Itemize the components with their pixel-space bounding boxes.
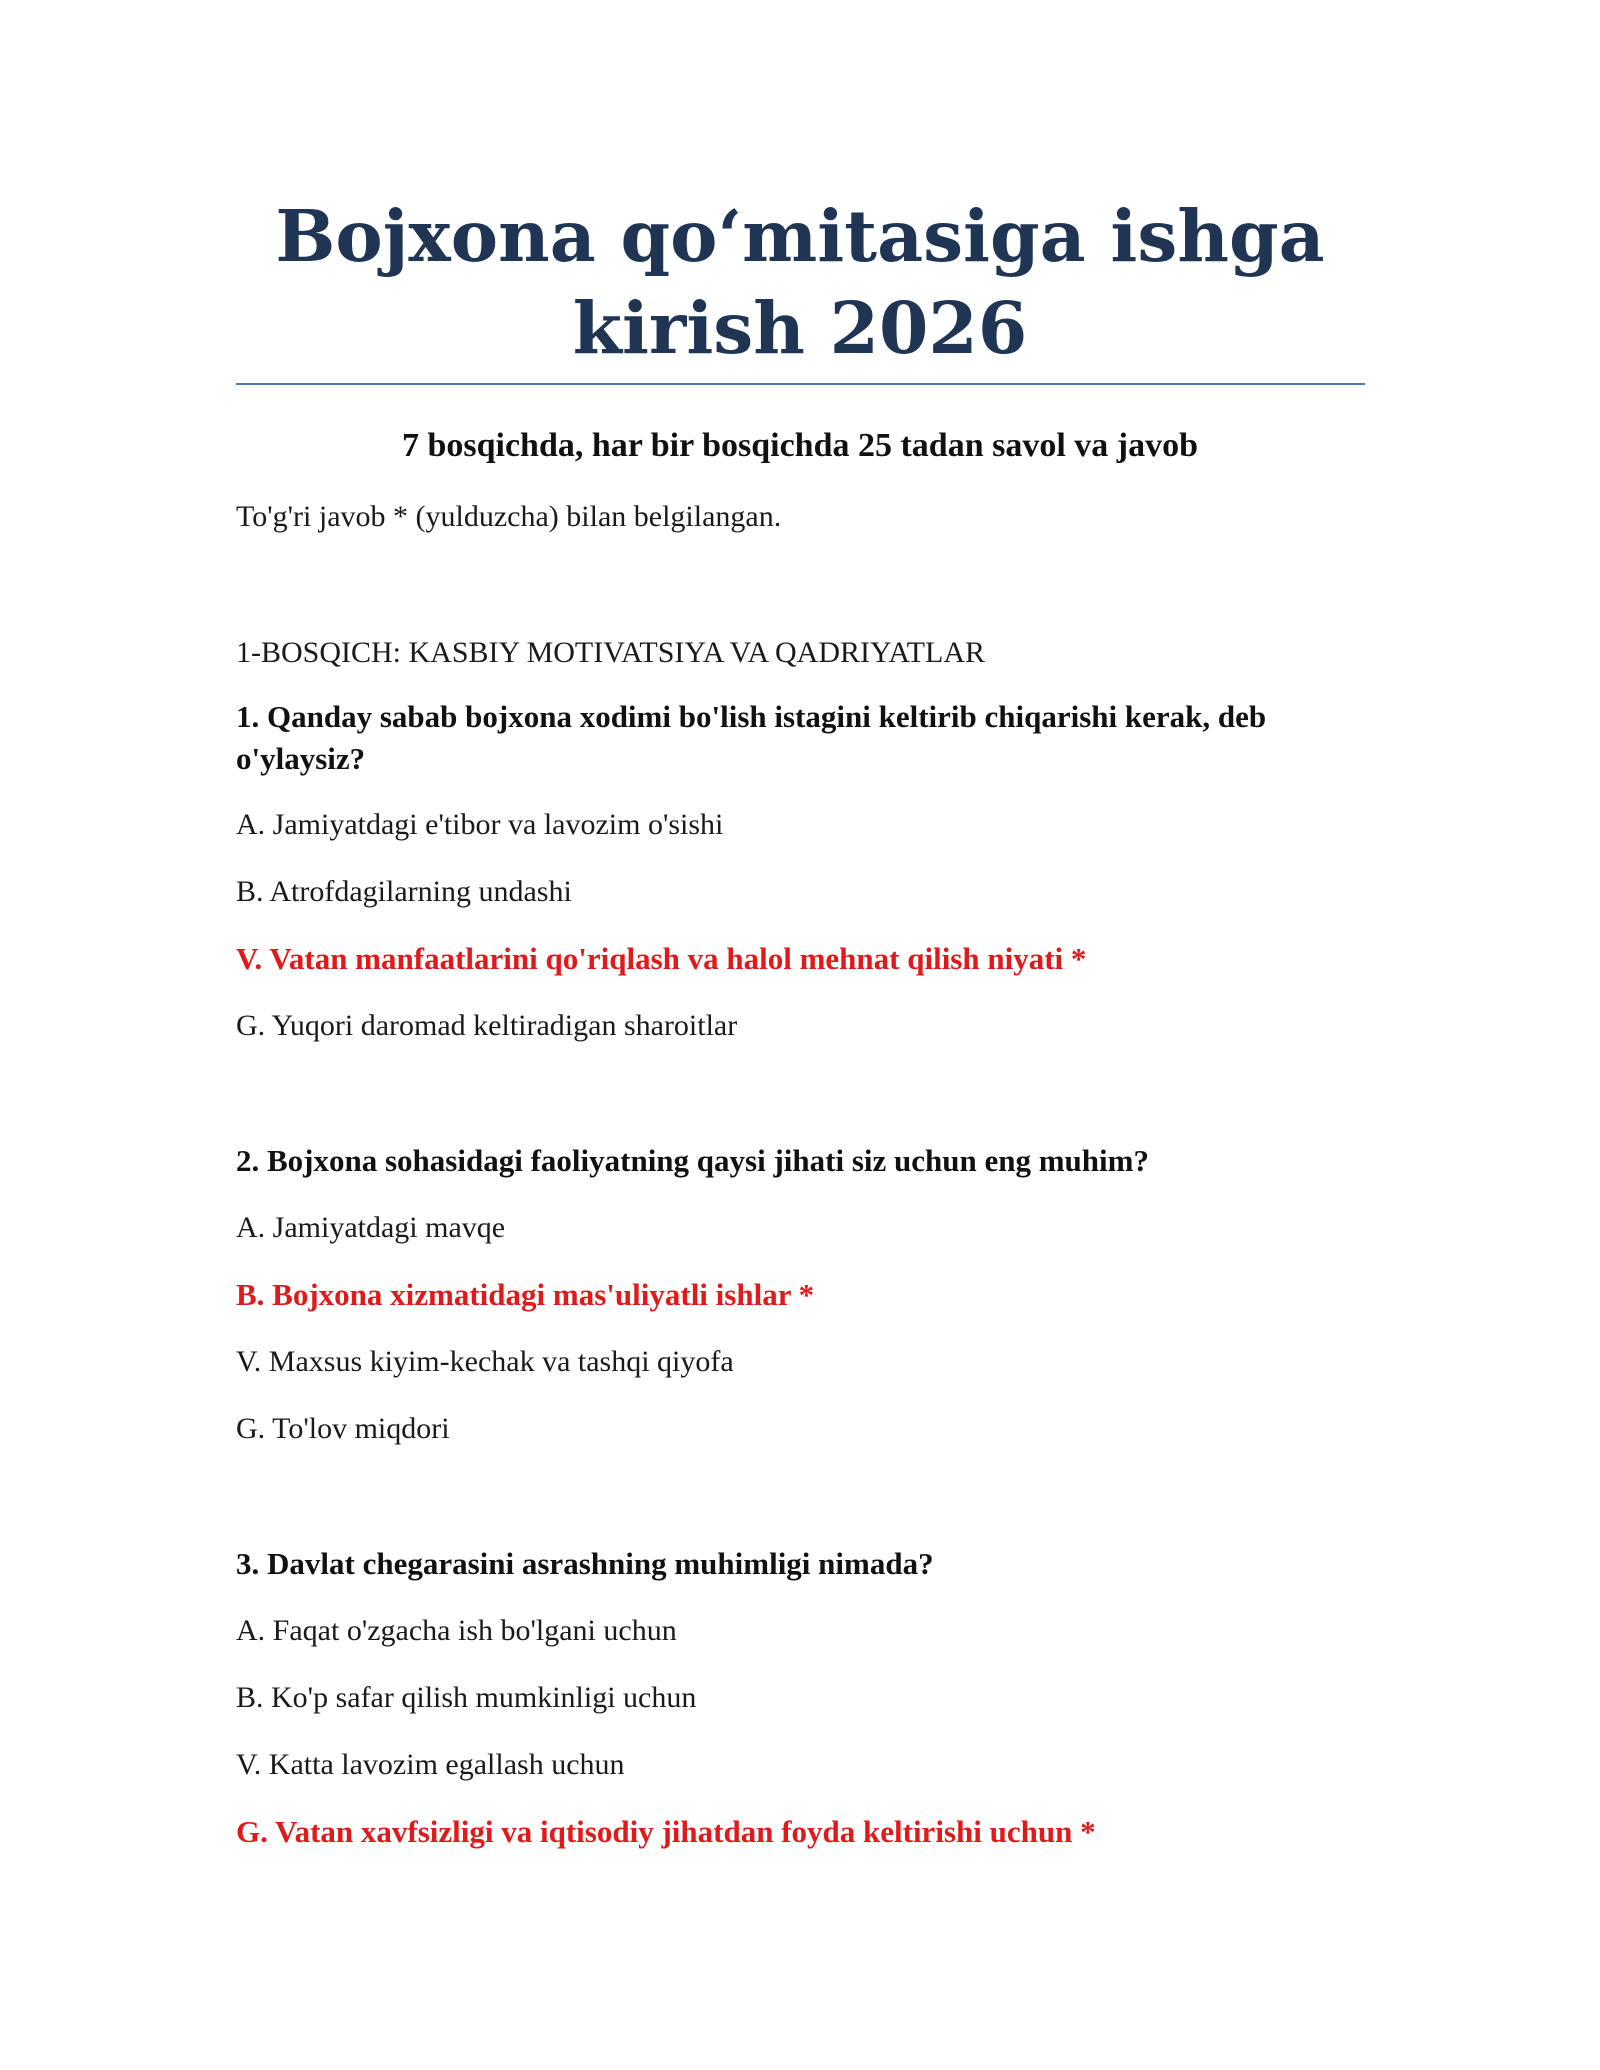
question-1-option-g: G. Yuqori daromad keltiradigan sharoitlar xyxy=(236,1009,738,1042)
question-2-option-a: A. Jamiyatdagi mavqe xyxy=(236,1211,506,1244)
document-subtitle: 7 bosqichda, har bir bosqichda 25 tadan savol va javob xyxy=(401,427,1199,464)
question-3-option-v: V. Katta lavozim egallash uchun xyxy=(236,1748,625,1781)
question-3-option-g: G. Vatan xavfsizligi va iqtisodiy jihatdan foyda keltirishi uchun * xyxy=(236,1814,1096,1849)
question-1-option-a: A. Jamiyatdagi e'tibor va lavozim o'sishi xyxy=(236,808,724,841)
title-divider xyxy=(236,383,1365,385)
question-2-option-g: G. To'lov miqdori xyxy=(236,1412,450,1445)
question-3: 3. Davlat chegarasini asrashning muhimligi nimada? xyxy=(236,1546,934,1581)
question-2-option-v: V. Maxsus kiyim-kechak va tashqi qiyofa xyxy=(236,1345,734,1378)
section-heading: 1-BOSQICH: KASBIY MOTIVATSIYA VA QADRIYATLAR xyxy=(236,636,985,669)
answer-key-note: To'g'ri javob * (yulduzcha) bilan belgilangan. xyxy=(236,500,782,533)
question-1-option-v: V. Vatan manfaatlarini qo'riqlash va halol mehnat qilish niyati * xyxy=(236,941,1087,976)
title-line-1: Bojxona qo‘mitasiga ishga xyxy=(275,194,1325,278)
question-3-option-b: B. Ko'p safar qilish mumkinligi uchun xyxy=(236,1681,697,1714)
question-1-option-b: B. Atrofdagilarning undashi xyxy=(236,875,572,908)
title-line-2: kirish 2026 xyxy=(572,286,1028,370)
question-2: 2. Bojxona sohasidagi faoliyatning qaysi jihati siz uchun eng muhim? xyxy=(236,1143,1149,1178)
question-1: 1. Qanday sabab bojxona xodimi bo'lish istagini keltirib chiqarishi kerak, deb o'ylaysiz? xyxy=(236,699,1267,776)
question-3-option-a: A. Faqat o'zgacha ish bo'lgani uchun xyxy=(236,1614,677,1647)
document-title xyxy=(236,190,1364,374)
question-2-option-b: B. Bojxona xizmatidagi mas'uliyatli ishlar * xyxy=(236,1277,815,1312)
